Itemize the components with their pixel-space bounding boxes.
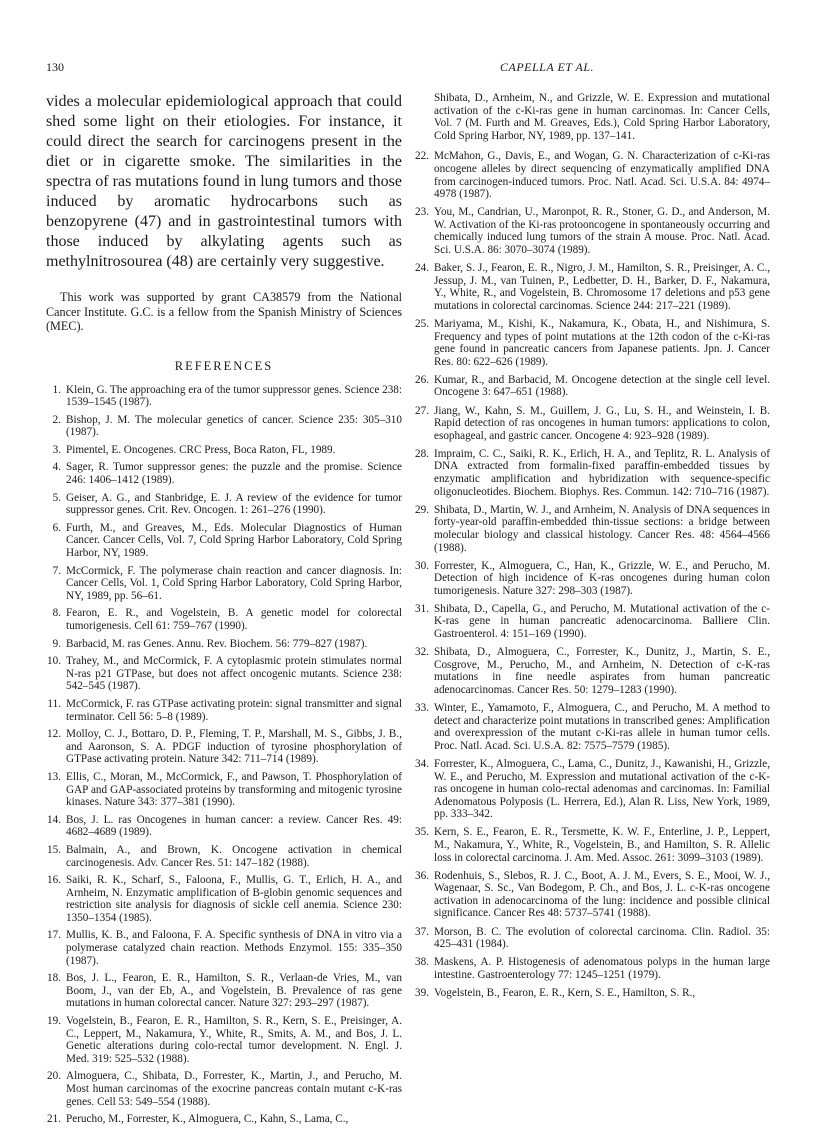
reference-item: 39. Vogelstein, B., Fearon, E. R., Kern, S. E., Hamilton, S. R.,	[415, 986, 696, 999]
reference-item: 2. Bishop, J. M. The molecular genetics of cancer. Science 235: 305–310 (1987).	[52, 413, 402, 439]
references-list-right	[414, 150, 770, 999]
reference-item: 5. Geiser, A. G., and Stanbridge, E. J. A review of the evidence for tumor suppressor genes. Crit. Rev. Oncogen. 1: 261–276 (1990).	[52, 491, 402, 517]
reference-item: 32. Shibata, D., Almoguera, C., Forrester, K., Dunitz, J., Martin, S. E., Cosgrove, M., Perucho, M., and Arnheim, N. Detection of c-K-ras mutations in fine needle aspirates from human pancreatic adenocarcinomas. Cancer Res. 50: 1279–1283 (1990).	[415, 646, 770, 696]
reference-item: 38. Maskens, A. P. Histogenesis of adenomatous polyps in the human large intestine. Gastroenterology 77: 1245–1251 (1979).	[415, 956, 770, 981]
reference-item: 12. Molloy, C. J., Bottaro, D. P., Fleming, T. P., Marshall, M. S., Gibbs, J. B., and Aaronson, S. A. PDGF induction of tyrosine phosphorylation of GTPase activating protein. Nature 342: 711–714 (1989).	[47, 728, 402, 766]
reference-item: 33. Winter, E., Yamamoto, F., Almoguera, C., and Perucho, M. A method to detect and characterize point mutations in transcribed genes: Amplification and overexpression of the mutant c-Ki-ras allele in human tumor cells. Proc. Natl. Acad. Sci. U.S.A. 82: 7575–7579 (1985).	[415, 702, 770, 752]
reference-item: 22. McMahon, G., Davis, E., and Wogan, G. N. Characterization of c-Ki-ras oncogene alleles by direct sequencing of enzymatically amplified DNA from carcinogen-induced tumors. Proc. Natl. Acad. Sci. U.S.A. 84: 4974–4978 (1987).	[415, 150, 770, 201]
right-column	[414, 92, 770, 1005]
reference-item: 20. Almoguera, C., Shibata, D., Forrester, K., Martin, J., and Perucho, M. Most human carcinomas of the exocrine pancreas contain mutant c-K-ras genes. Cell 53: 549–554 (1988).	[47, 1070, 402, 1108]
reference-item: 34. Forrester, K., Almoguera, C., Lama, C., Dunitz, J., Kawanishi, H., Grizzle, W. E., and Perucho, M. Expression and mutational activation of the c-K-ras oncogene in human colo-rectal adenomas and carcinomas. In: Familial Adenomatous Polyposis (L. Herrera, Ed.), Alan R. Liss, New York, 1989, pp. 333–342.	[415, 757, 770, 821]
reference-item: 18. Bos, J. L., Fearon, E. R., Hamilton, S. R., Verlaan-de Vries, M., van Boom, J., van der Eb, A., and Vogelstein, B. Prevalence of ras gene mutations in human colorectal cancer. Nature 327: 293–297 (1987).	[47, 972, 402, 1010]
reference-item: 3. Pimentel, E. Oncogenes. CRC Press, Boca Raton, FL, 1989.	[52, 443, 336, 456]
reference-item: 27. Jiang, W., Kahn, S. M., Guillem, J. G., Lu, S. H., and Weinstein, I. B. Rapid detection of ras oncogenes in human tumors: applications to colon, esophageal, and gastric cancer. Oncogene 4: 923–928 (1989).	[415, 404, 770, 442]
left-column	[46, 92, 402, 1131]
reference-item: 26. Kumar, R., and Barbacid, M. Oncogene detection at the single cell level. Oncogene 3: 647–651 (1988).	[415, 373, 770, 399]
reference-item: 24. Baker, S. J., Fearon, E. R., Nigro, J. M., Hamilton, S. R., Preisinger, A. C., Jessup, J. M., van Tuinen, P., Ledbetter, D. H., Barker, D. F., Nakamura, Y., White, R., and Vogelstein, B. Chromosome 17 deletions and p53 gene mutations in colorectal carcinomas. Science 244: 217–221 (1989).	[415, 262, 770, 312]
reference-item: 8. Fearon, E. R., and Vogelstein, B. A genetic model for colorectal tumorigenesis. Cell 61: 759–767 (1990).	[52, 607, 402, 632]
reference-item: 14. Bos, J. L. ras Oncogenes in human cancer: a review. Cancer Res. 49: 4682–4689 (1989).	[47, 813, 402, 839]
reference-item: 16. Saiki, R. K., Scharf, S., Faloona, F., Mullis, G. T., Erlich, H. A., and Arnheim, N. Enzymatic amplification of B-globin genomic sequences and restriction site analysis for diagnosis of sickle cell anemia. Science 230: 1350–1354 (1985).	[47, 874, 402, 924]
reference-item: 11. McCormick, F. ras GTPase activating protein: signal transmitter and signal terminator. Cell 56: 5–8 (1989).	[47, 697, 402, 723]
reference-item: 19. Vogelstein, B., Fearon, E. R., Hamilton, S. R., Kern, S. E., Preisinger, A. C., Leppert, M., Nakamura, Y., White, R., Smits, A. M., and Bos, J. L. Genetic alterations during colo-rectal tumor development. N. Engl. J. Med. 319: 525–532 (1988).	[47, 1015, 402, 1065]
reference-item: 6. Furth, M., and Greaves, M., Eds. Molecular Diagnostics of Human Cancer. Cancer Cells, Vol. 7, Cold Spring Harbor Laboratory, Cold Spring Harbor, NY, 1989.	[52, 521, 402, 560]
reference-item: 29. Shibata, D., Martin, W. J., and Arnheim, N. Analysis of DNA sequences in forty-year-old paraffin-embedded thin-tissue sections: a bridge between molecular biology and classical histology. Cancer Res. 48: 4564–4566 (1988).	[415, 503, 770, 554]
reference-item: 13. Ellis, C., Moran, M., McCormick, F., and Pawson, T. Phosphorylation of GAP and GAP-associated proteins by transforming and mitogenic tyrosine kinases. Nature 343: 377–381 (1990).	[47, 770, 402, 809]
reference-item: 25. Mariyama, M., Kishi, K., Nakamura, K., Obata, H., and Nishimura, S. Frequency and types of point mutations at the 12th codon of the c-Ki-ras gene found in pancreatic cancers from Japanese patients. Jpn. J. Cancer Res. 80: 622–626 (1989).	[415, 318, 770, 368]
references-list-left	[46, 384, 402, 1126]
reference-item: 36. Rodenhuis, S., Slebos, R. J. C., Boot, A. J. M., Evers, S. E., Mooi, W. J., Wagenaar, S. Sc., Van Bodegom, P. Ch., and Bos, J. L. c-K-ras oncogene activation in adenocarcinoma of the lung: incidence and possible clinical significance. Cancer Res 48: 5737–5741 (1988).	[415, 869, 770, 920]
reference-continuation: Shibata, D., Arnheim, N., and Grizzle, W. E. Expression and mutational activation of the c-Ki-ras gene in human carcinomas. In: Cancer Cells, Vol. 7 (M. Furth and M. Greaves, Eds.), Cold Spring Harbor Laboratory, Cold Spring Harbor, NY, 1989, pp. 137–141.	[434, 92, 770, 142]
reference-item: 21. Perucho, M., Forrester, K., Almoguera, C., Kahn, S., Lama, C.,	[47, 1113, 349, 1126]
acknowledgment: This work was supported by grant CA38579 from the National Cancer Institute. G.C. is a fellow from the Spanish Ministry of Sciences (MEC).	[46, 290, 402, 333]
reference-item: 17. Mullis, K. B., and Faloona, F. A. Specific synthesis of DNA in vitro via a polymerase catalyzed chain reaction. Methods Enzymol. 155: 335–350 (1987).	[47, 929, 402, 967]
reference-item: 10. Trahey, M., and McCormick, F. A cytoplasmic protein stimulates normal N-ras p21 GTPase, but does not affect oncogenic mutants. Science 238: 542–545 (1987).	[47, 655, 402, 693]
page-number: 130	[46, 60, 64, 74]
reference-item: 4. Sager, R. Tumor suppressor genes: the puzzle and the promise. Science 246: 1406–1412 (1989).	[52, 461, 402, 487]
reference-item: 35. Kern, S. E., Fearon, E. R., Tersmette, K. W. F., Enterline, J. P., Leppert, M., Nakamura, Y., White, R., Vogelstein, B., and Hamilton, S. R. Allelic loss in colorectal carcinoma. J. Am. Med. Assoc. 261: 3099–3103 (1989).	[415, 826, 770, 864]
reference-item: 30. Forrester, K., Almoguera, C., Han, K., Grizzle, W. E., and Perucho, M. Detection of high incidence of K-ras oncogenes during human colon tumorigenesis. Nature 327: 298–303 (1987).	[415, 559, 770, 597]
reference-item: 9. Barbacid, M. ras Genes. Annu. Rev. Biochem. 56: 779–827 (1987).	[52, 637, 368, 650]
reference-item: 1. Klein, G. The approaching era of the tumor suppressor genes. Science 238: 1539–1545 (1987).	[52, 383, 402, 409]
reference-item: 7. McCormick, F. The polymerase chain reaction and cancer diagnosis. In: Cancer Cells, Vol. 1, Cold Spring Harbor Laboratory, Cold Spring Harbor, NY, 1989, pp. 56–61.	[52, 564, 402, 602]
running-head: CAPELLA ET AL.	[500, 60, 595, 74]
reference-item: 23. You, M., Candrian, U., Maronpot, R. R., Stoner, G. D., and Anderson, M. W. Activation of the Ki-ras protooncogene in spontaneously occurring and chemically induced lung tumors of the strain A mouse. Proc. Natl. Acad. Sci. U.S.A. 86: 3070–3074 (1989).	[415, 206, 770, 257]
reference-item: 28. Impraim, C. C., Saiki, R. K., Erlich, H. A., and Teplitz, R. L. Analysis of DNA extracted from formalin-fixed paraffin-embedded tissues by enzymatic amplification and hybridization with sequence-specific oligonucleotides. Biochem. Biophys. Res. Commun. 142: 710–716 (1987).	[415, 447, 770, 498]
reference-item: 31. Shibata, D., Capella, G., and Perucho, M. Mutational activation of the c-K-ras gene in human pancreatic adenocarcinoma. Balliere Clin. Gastroenterol. 4: 151–169 (1990).	[415, 602, 770, 641]
reference-item: 15. Balmain, A., and Brown, K. Oncogene activation in chemical carcinogenesis. Adv. Cancer Res. 51: 147–182 (1988).	[47, 843, 402, 869]
reference-item: 37. Morson, B. C. The evolution of colorectal carcinoma. Clin. Radiol. 35: 425–431 (1984).	[415, 925, 770, 951]
body-paragraph: vides a molecular epidemiological approach that could shed some light on their etiologies. For instance, it could direct the search for carcinogens present in the diet or in cigarette smoke. The similarities in the spectra of ras mutations found in lung tumors and those induced by aromatic hydrocarbons such as benzopyrene (47) and in gastrointestinal tumors with those induced by alkylating agents such as methylnitrosourea (48) are certainly very suggestive.	[46, 93, 402, 270]
references-title: REFERENCES	[174, 358, 274, 373]
